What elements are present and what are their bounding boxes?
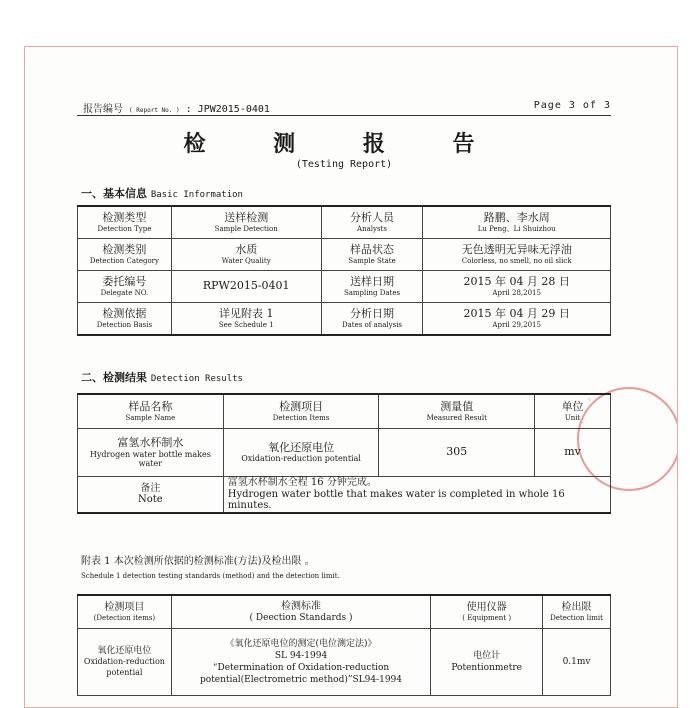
detection-item-cell: 氧化还原电位 Oxidation-reduction potential <box>78 629 172 696</box>
header-cell: 检测标准 ( Deection Standards ) <box>171 595 430 629</box>
cell: 详见附表 1 See Schedule 1 <box>171 303 321 336</box>
table-header-row <box>78 595 611 629</box>
table-header-row <box>78 394 611 429</box>
report-subtitle: (Testing Report) <box>295 159 393 170</box>
header-cell: 样品名称 Sample Name <box>78 394 224 429</box>
header-cell: 检测项目 (Detection items) <box>78 595 172 629</box>
cell: RPW2015-0401 <box>171 271 321 303</box>
results-table <box>77 393 611 514</box>
standard-cell: 《氧化还原电位的测定(电位测定法)》 SL 94-1994 “Determination of Oxidation-reduction potential(Electrometric method)”SL94-1994 <box>171 629 430 696</box>
cell: 样品状态 Sample State <box>321 239 423 271</box>
page-number: Page 3 of 3 <box>533 100 611 111</box>
table-row <box>78 271 611 303</box>
cell: 水质 Water Quality <box>171 239 321 271</box>
basic-info-table <box>77 205 611 336</box>
cell: 送样日期 Sampling Dates <box>321 271 423 303</box>
report-title: 检 测 报 告 <box>183 131 505 157</box>
cell: 检测类型 Detection Type <box>78 206 172 239</box>
cell: 无色透明无异味无浮油 Colorless, no smell, no oil slick <box>423 239 611 271</box>
table-row <box>78 206 611 239</box>
appendix-title: 附表 1 本次检测所依据的检测标准(方法)及检出限 。 <box>81 556 315 567</box>
sample-name-cell: 富氢水杯制水 Hydrogen water bottle makes water <box>78 429 224 477</box>
appendix-title-en: Schedule 1 detection testing standards (method) and the detection limit. <box>81 572 340 580</box>
detection-item-cell: 氧化还原电位 Oxidation-reduction potential <box>223 429 379 477</box>
unit-cell: mv <box>535 429 611 477</box>
cell: 送样检测 Sample Detection <box>171 206 321 239</box>
cell: 路鹏、李水周 Lu Peng、Li Shuizhou <box>423 206 611 239</box>
section-basic-info-title: 一、基本信息 Basic Information <box>81 187 243 200</box>
equipment-cell: 电位计 Potentionmetre <box>431 629 543 696</box>
header-cell: 检测项目 Detection Items <box>223 394 379 429</box>
cell: 分析日期 Dates of analysis <box>321 303 423 336</box>
measured-value-cell: 305 <box>379 429 535 477</box>
cell: 2015 年 04 月 28 日 April 28,2015 <box>423 271 611 303</box>
header-cell: 检出限 Detection limit <box>543 595 611 629</box>
table-row <box>78 629 611 696</box>
report-sheet <box>24 46 678 708</box>
header-cell: 单位 Unit <box>535 394 611 429</box>
cell: 分析人员 Analysts <box>321 206 423 239</box>
cell: 检测类别 Detection Category <box>78 239 172 271</box>
report-header <box>77 99 611 116</box>
limit-cell: 0.1mv <box>543 629 611 696</box>
note-row <box>78 477 611 513</box>
note-text-cell: 富氢水杯制水全程 16 分钟完成。 Hydrogen water bottle that makes water is completed in whole 16 minutes. <box>223 477 610 513</box>
cell: 检测依据 Detection Basis <box>78 303 172 336</box>
table-row <box>78 239 611 271</box>
report-number: 报告编号 ( Report No. ) : JPW2015-0401 <box>83 104 270 115</box>
table-row <box>78 303 611 336</box>
red-seal-stamp: ◦ <box>577 387 678 491</box>
cell: 2015 年 04 月 29 日 April 29,2015 <box>423 303 611 336</box>
note-label-cell: 备注 Note <box>78 477 224 513</box>
cell: 委托编号 Delegate NO. <box>78 271 172 303</box>
header-cell: 测量值 Measured Result <box>379 394 535 429</box>
section-results-title: 二、检测结果 Detection Results <box>81 371 243 384</box>
table-row <box>78 429 611 477</box>
standards-table <box>77 594 611 696</box>
header-cell: 使用仪器 ( Equipment ) <box>431 595 543 629</box>
